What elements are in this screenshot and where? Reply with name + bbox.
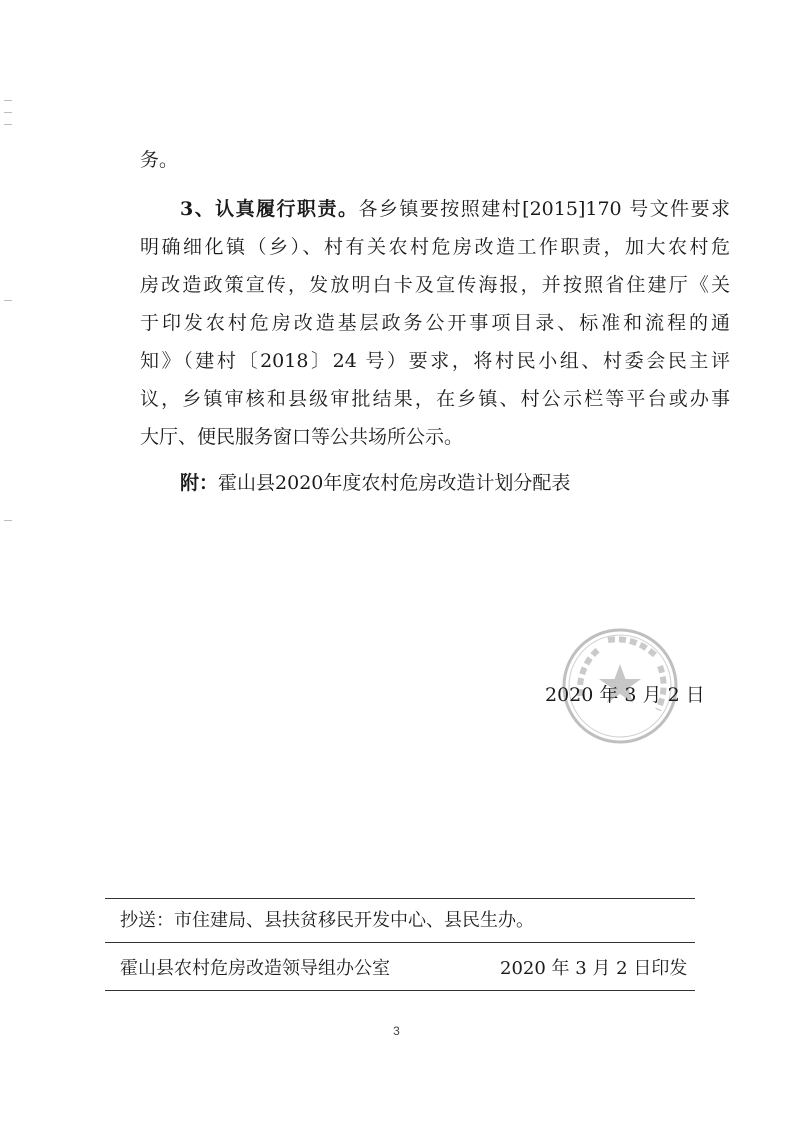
divider xyxy=(105,990,695,991)
issuer-line xyxy=(120,954,688,980)
print-date: 2020 年 3 月 2 日印发 xyxy=(500,958,688,979)
attachment-line xyxy=(180,468,570,495)
paragraph-line: 3、认真履行职责。各乡镇要按照建村[2015]170 号文件要求 xyxy=(180,198,730,220)
paragraph-line: 议，乡镇审核和县级审批结果，在乡镇、村公示栏等平台或办事 xyxy=(140,388,730,410)
attachment-label: 附： xyxy=(180,472,219,494)
attachment-title: 霍山县2020年度农村危房改造计划分配表 xyxy=(218,472,571,494)
paragraph-heading: 3、认真履行职责。 xyxy=(180,198,359,220)
divider xyxy=(105,898,695,899)
binding-mark xyxy=(4,112,12,113)
paragraph-line: 明确细化镇（乡）、村有关农村危房改造工作职责，加大农村危 xyxy=(140,236,730,258)
cc-line xyxy=(120,906,534,932)
paragraph-line: 大厅、便民服务窗口等公共场所公示。 xyxy=(140,426,464,448)
document-date: 2020 年 3 月 2 日 xyxy=(545,684,705,706)
cc-label: 抄送： xyxy=(120,910,174,931)
paragraph-line: 于印发农村危房改造基层政务公开事项目录、标准和流程的通 xyxy=(140,312,730,334)
continuation-text: 务。 xyxy=(140,149,179,171)
paragraph-line: 房改造政策宣传，发放明白卡及宣传海报，并按照省住建厅《关 xyxy=(140,274,730,296)
paragraph-line: 知》（建村〔2018〕24 号）要求，将村民小组、村委会民主评 xyxy=(140,350,730,372)
paragraph-3 xyxy=(140,190,730,456)
cc-recipients: 市住建局、县扶贫移民开发中心、县民生办。 xyxy=(174,910,534,931)
issuer-name: 霍山县农村危房改造领导组办公室 xyxy=(120,958,390,979)
divider xyxy=(105,942,695,943)
page-number: 3 xyxy=(393,1024,400,1038)
binding-mark xyxy=(4,124,12,125)
binding-mark xyxy=(4,300,12,301)
binding-mark xyxy=(4,520,12,521)
binding-mark xyxy=(4,100,12,101)
